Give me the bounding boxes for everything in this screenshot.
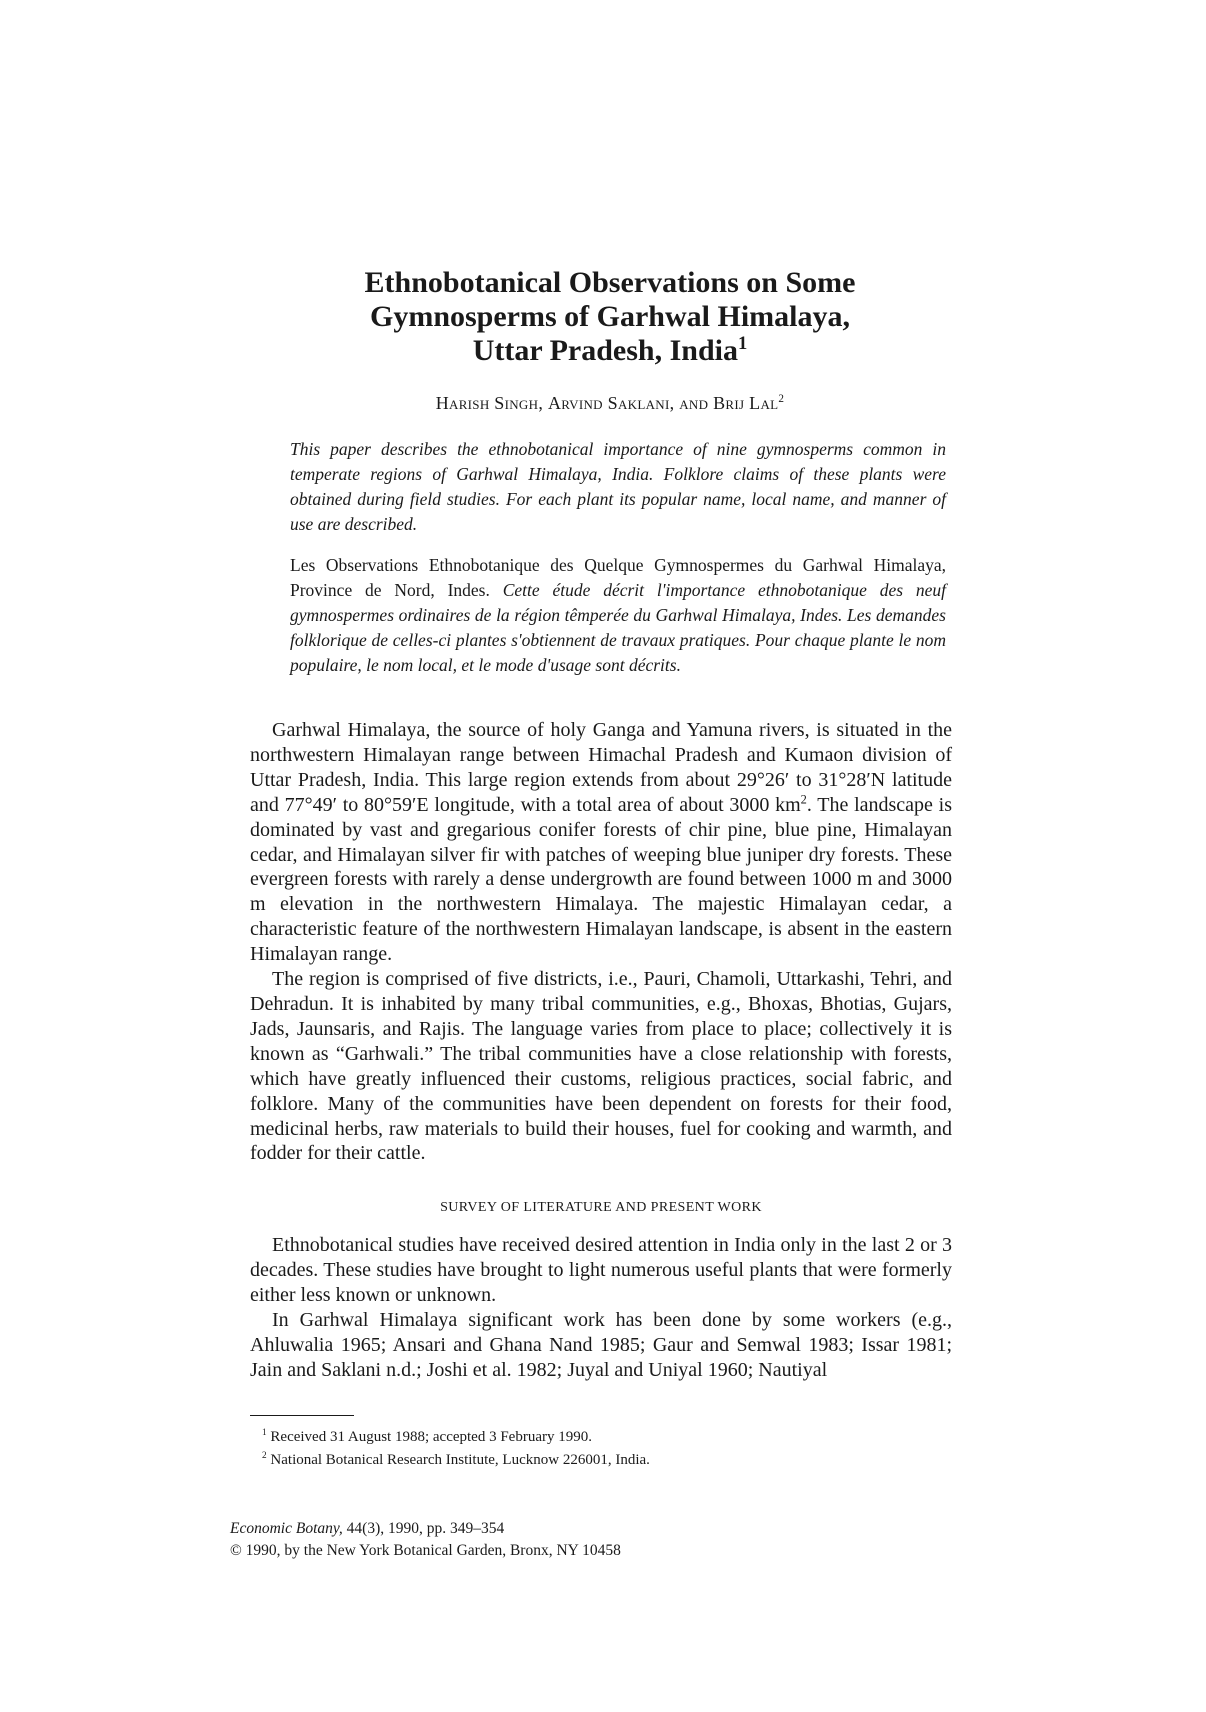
footnote-divider [250, 1415, 354, 1416]
title-line-1: Ethnobotanical Observations on Some [364, 266, 856, 299]
journal-citation [230, 1518, 930, 1540]
literature-section [250, 1233, 952, 1382]
footnote-1 [262, 1426, 952, 1449]
paragraph-1-part-b: . The landscape is dominated by vast and gregarious conifer forests of chir pine, blue pine, Himalayan cedar, and Himalayan silver fir with patches of weeping blue juniper dry forests. These evergreen forests with rarely a dense undergrowth are found between 1000 m and 3000 m elevation in the northwestern Himalaya. The majestic Himalayan cedar, a characteristic feature of the northwestern Himalayan landscape, is absent in the eastern Himalayan range. [250, 793, 952, 966]
footnote-1-marker: 1 [262, 1428, 267, 1438]
abstract-english: This paper describes the ethnobotanical importance of nine gymnosperms common in temperate regions of Garhwal Himalaya, India. Folklore claims of these plants were obtained during field studies. For each plant its popular name, local name, and manner of use are described. [290, 439, 946, 534]
footnote-2-text: National Botanical Research Institute, Lucknow 226001, India. [270, 1452, 650, 1468]
title-footnote-marker: 1 [738, 333, 748, 354]
footnotes [262, 1426, 952, 1472]
paragraph-3: Ethnobotanical studies have received desired attention in India only in the last 2 or 3 decades. These studies have brought to light numerous useful plants that were formerly either less known or unknown. [250, 1234, 952, 1306]
paper-title [250, 266, 970, 368]
title-line-3-text: Uttar Pradesh, India [472, 334, 738, 367]
footnote-2 [262, 1449, 952, 1472]
footnote-1-text: Received 31 August 1988; accepted 3 February 1990. [270, 1429, 592, 1445]
km-squared-superscript: 2 [800, 792, 807, 807]
author-list [250, 393, 970, 414]
author-3: Brij Lal [713, 393, 779, 413]
title-line-2: Gymnosperms of Garhwal Himalaya, [370, 300, 850, 333]
abstract-french-title: Les Observations Ethnobotanique des Quelque Gymnospermes du Garhwal Himalaya, Province de Nord, Indes. [290, 555, 946, 600]
intro-section [250, 718, 952, 1166]
section-heading: SURVEY OF LITERATURE AND PRESENT WORK [440, 1200, 762, 1215]
paragraph-1 [250, 718, 952, 967]
journal-info [230, 1518, 930, 1562]
author-conjunction: and [679, 393, 709, 413]
paragraph-1-part-a: Garhwal Himalaya, the source of holy Ganga and Yamuna rivers, is situated in the northwestern Himalayan range between Himachal Pradesh and Kumaon division of Uttar Pradesh, India. This large region extends from about 29°26′ to 31°28′N latitude and 77°49′ to 80°59′E longitude, with a total area of about 3000 km [250, 719, 952, 816]
abstract-french [290, 553, 946, 678]
author-footnote-marker: 2 [778, 393, 785, 405]
author-1: Harish Singh, [435, 393, 544, 413]
author-2: Arvind Saklani, [547, 393, 675, 413]
journal-name: Economic Botany, [230, 1520, 343, 1537]
footnote-2-marker: 2 [262, 1451, 267, 1461]
journal-details: 44(3), 1990, pp. 349–354 [346, 1520, 505, 1537]
paragraph-4: In Garhwal Himalaya significant work has been done by some workers (e.g., Ahluwalia 1965; Ansari and Ghana Nand 1985; Gaur and Semwal 1983; Issar 1981; Jain and Saklani n.d.; Joshi et al. 1982; Juyal and Uniyal 1960; Nautiyal [250, 1308, 952, 1381]
title-line-3 [250, 334, 970, 368]
paragraph-2: The region is comprised of five districts, i.e., Pauri, Chamoli, Uttarkashi, Tehri, and Dehradun. It is inhabited by many tribal communities, e.g., Bhoxas, Bhotias, Gujars, Jads, Jaunsaris, and Rajis. The language varies from place to place; collectively it is known as “Garhwali.” The tribal communities have a close relationship with forests, which have greatly influenced their customs, religious practices, social fabric, and folklore. Many of the communities have been dependent on forests for their food, medicinal herbs, raw materials to build their houses, fuel for cooking and warmth, and fodder for their cattle. [250, 968, 952, 1165]
abstract-french-text: Cette étude décrit l'importance ethnobotanique des neuf gymnospermes ordinaires de la région têmperée du Garhwal Himalaya, Indes. Les demandes folklorique de celles-ci plantes s'obtiennent de travaux pratiques. Pour chaque plante le nom populaire, le nom local, et le mode d'usage sont décrits. [290, 580, 946, 675]
journal-copyright: © 1990, by the New York Botanical Garden, Bronx, NY 10458 [230, 1542, 621, 1559]
